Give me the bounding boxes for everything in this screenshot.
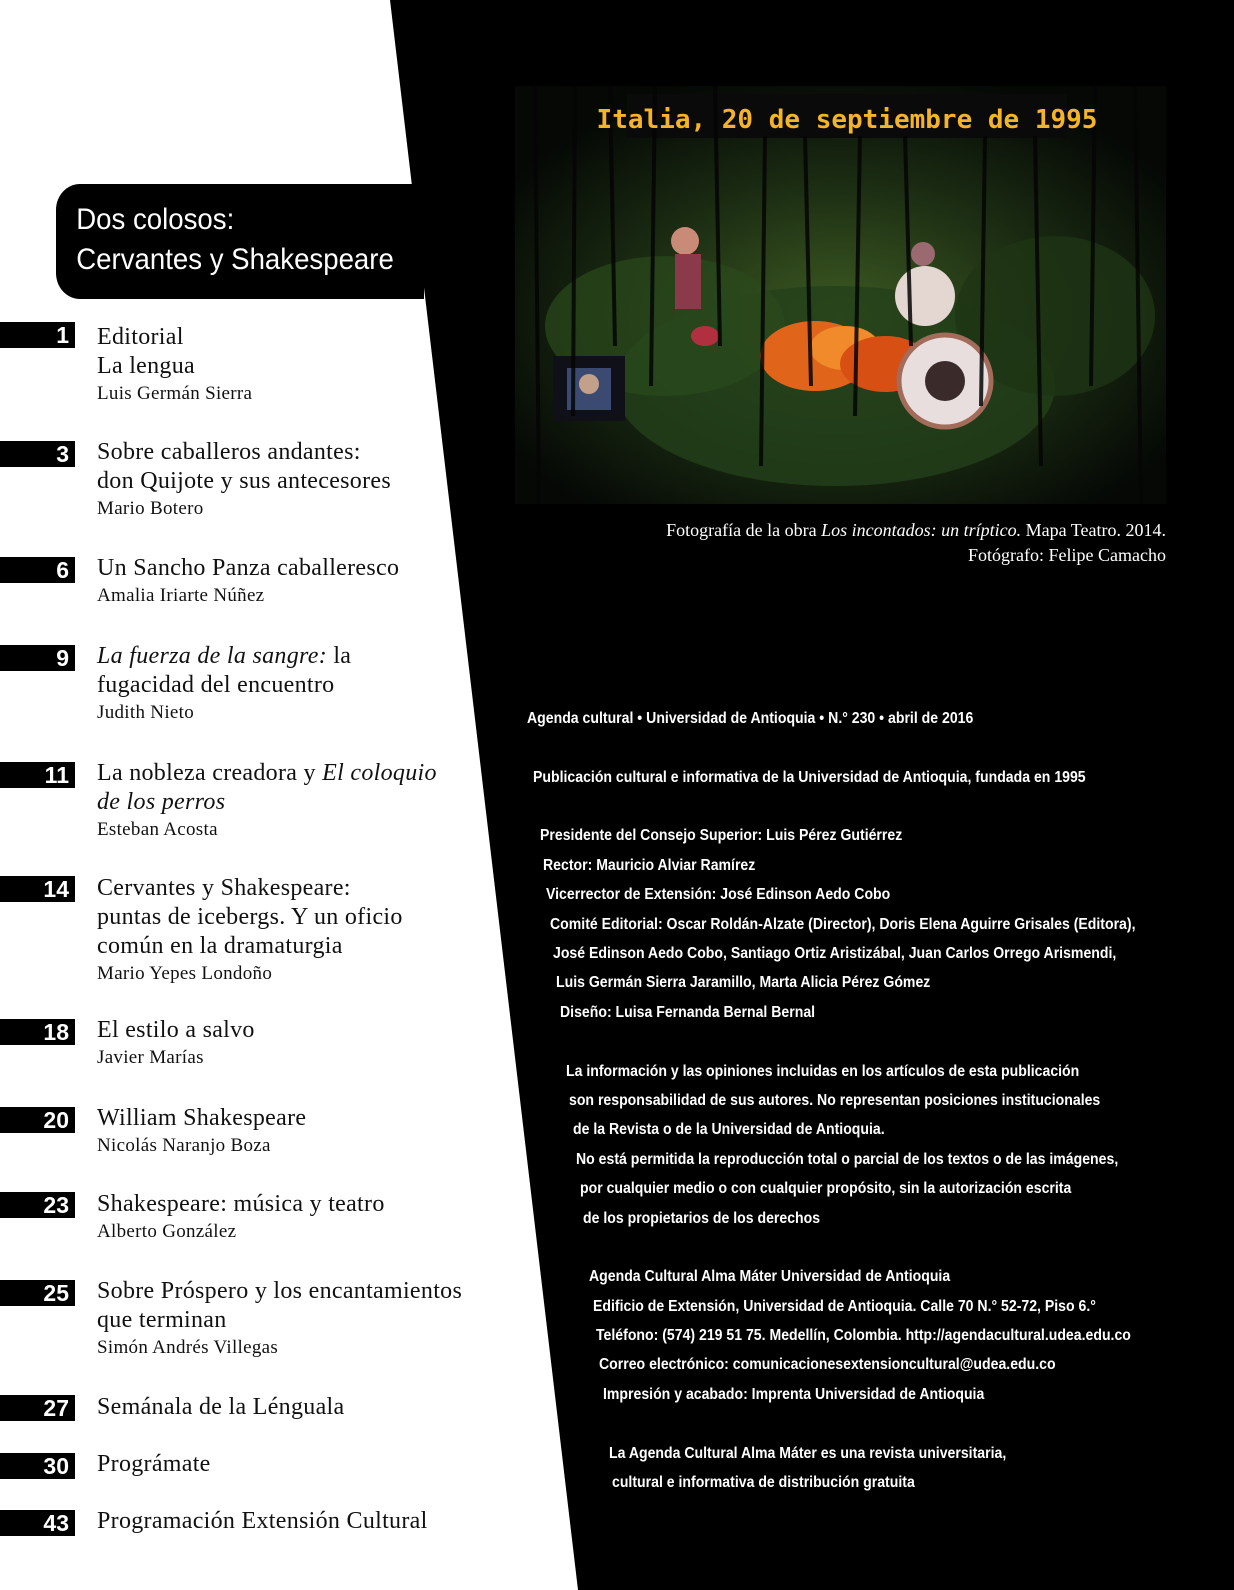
toc-entry[interactable]	[97, 1104, 527, 1159]
contact-line: Edificio de Extensión, Universidad de Antioquia. Calle 70 N.° 52-72, Piso 6.°	[593, 1298, 1096, 1315]
disclaimer-line: de los propietarios de los derechos	[583, 1210, 821, 1227]
toc-page-number[interactable]: 30	[0, 1453, 75, 1479]
credit-line: Luis Germán Sierra Jaramillo, Marta Alicia Pérez Gómez	[556, 974, 931, 991]
toc-entry[interactable]	[97, 642, 527, 726]
toc-entry[interactable]	[97, 759, 527, 843]
caption-text: Fotografía de la obra	[666, 520, 822, 540]
section-title-line2: Cervantes y Shakespeare	[76, 243, 394, 276]
closing-line: La Agenda Cultural Alma Máter es una revista universitaria,	[609, 1445, 1007, 1462]
caption-photographer: Fotógrafo: Felipe Camacho	[968, 545, 1166, 565]
theatre-photo	[515, 86, 1166, 504]
toc-title-italic: El coloquio	[322, 760, 437, 786]
toc-author: Javier Marías	[97, 1047, 204, 1068]
toc-author: Mario Yepes Londoño	[97, 963, 273, 984]
contact-line[interactable]: Teléfono: (574) 219 51 75. Medellín, Colombia. http://agendacultural.udea.edu.co	[596, 1327, 1131, 1344]
toc-entry[interactable]	[97, 1016, 527, 1071]
toc-entry[interactable]	[97, 874, 527, 987]
publication-description: Publicación cultural e informativa de la Universidad de Antioquia, fundada en 1995	[533, 769, 1086, 786]
toc-page-number[interactable]: 18	[0, 1019, 75, 1045]
toc-title-line: La lengua	[97, 353, 195, 379]
caption-line1	[520, 518, 1166, 543]
section-title	[56, 184, 424, 299]
caption-text: Mapa Teatro. 2014.	[1021, 520, 1166, 540]
toc-entry[interactable]	[97, 1190, 527, 1245]
photo-caption	[520, 518, 1166, 568]
toc-title-line: que terminan	[97, 1307, 227, 1333]
toc-title-line: William Shakespeare	[97, 1105, 307, 1131]
contact-line: Agenda Cultural Alma Máter Universidad de Antioquia	[589, 1268, 951, 1285]
toc-title-line: don Quijote y sus antecesores	[97, 468, 391, 494]
toc-page-number[interactable]: 20	[0, 1107, 75, 1133]
toc-page-number[interactable]: 43	[0, 1510, 75, 1536]
toc-page-number[interactable]: 3	[0, 441, 75, 467]
toc-page-number[interactable]: 6	[0, 557, 75, 583]
toc-page-number[interactable]: 14	[0, 876, 75, 902]
toc-author: Alberto González	[97, 1221, 237, 1242]
toc-title-line: Semánala de la Lénguala	[97, 1394, 345, 1420]
toc-author: Judith Nieto	[97, 702, 195, 723]
toc-title-line: Cervantes y Shakespeare:	[97, 875, 351, 901]
credit-line: Vicerrector de Extensión: José Edinson Aedo Cobo	[546, 886, 891, 903]
toc-entry[interactable]	[97, 438, 527, 522]
toc-author: Luis Germán Sierra	[97, 383, 253, 404]
toc-page-number[interactable]: 25	[0, 1280, 75, 1306]
toc-entry[interactable]	[97, 1277, 527, 1361]
toc-entry[interactable]	[97, 554, 527, 609]
disclaimer-line: La información y las opiniones incluidas en los artículos de esta publicación	[566, 1063, 1080, 1080]
closing-line: cultural e informativa de distribución gratuita	[612, 1474, 915, 1491]
theatre-photo-graphic	[515, 86, 1166, 504]
toc-title-line: fugacidad del encuentro	[97, 672, 335, 698]
toc-title-line: puntas de icebergs. Y un oficio	[97, 904, 403, 930]
credit-line: Comité Editorial: Oscar Roldán-Alzate (Director), Doris Elena Aguirre Grisales (Editora),	[550, 916, 1136, 933]
toc-title-line: El estilo a salvo	[97, 1017, 255, 1043]
masthead: Agenda cultural • Universidad de Antioquia • N.° 230 • abril de 2016	[527, 710, 974, 727]
toc-title-line: Sobre caballeros andantes:	[97, 439, 361, 465]
toc-title-italic-line: de los perros	[97, 789, 226, 815]
contact-line: Impresión y acabado: Imprenta Universidad de Antioquia	[603, 1386, 985, 1403]
credit-line: José Edinson Aedo Cobo, Santiago Ortiz Aristizábal, Juan Carlos Orrego Arismendi,	[553, 945, 1117, 962]
credit-line: Presidente del Consejo Superior: Luis Pérez Gutiérrez	[540, 827, 903, 844]
led-ticker-text: Italia, 20 de septiembre de 1995	[596, 105, 1098, 135]
toc-title-italic: La fuerza de la sangre:	[97, 643, 328, 669]
toc-page-number[interactable]: 23	[0, 1192, 75, 1218]
toc-entry[interactable]	[97, 1507, 527, 1536]
toc-author: Simón Andrés Villegas	[97, 1337, 279, 1358]
toc-title-plain: La nobleza creadora y	[97, 760, 323, 786]
disclaimer-line: No está permitida la reproducción total o parcial de los textos o de las imágenes,	[576, 1151, 1119, 1168]
disclaimer-line: de la Revista o de la Universidad de Antioquia.	[573, 1121, 885, 1138]
toc-title-line: Prográmate	[97, 1451, 211, 1477]
disclaimer-line: son responsabilidad de sus autores. No representan posiciones institucionales	[569, 1092, 1101, 1109]
toc-entry[interactable]	[97, 1450, 527, 1479]
toc-title-line: Shakespeare: música y teatro	[97, 1191, 385, 1217]
section-title-line1: Dos colosos:	[76, 203, 235, 236]
toc-page-number[interactable]: 11	[0, 762, 75, 788]
toc-title-line: común en la dramaturgia	[97, 933, 343, 959]
credit-line: Diseño: Luisa Fernanda Bernal Bernal	[560, 1004, 816, 1021]
toc-page-number[interactable]: 27	[0, 1395, 75, 1421]
toc-author: Mario Botero	[97, 498, 204, 519]
toc-page-number[interactable]: 1	[0, 322, 75, 348]
toc-author: Nicolás Naranjo Boza	[97, 1135, 271, 1156]
toc-title-line: Programación Extensión Cultural	[97, 1508, 428, 1534]
toc-author: Amalia Iriarte Núñez	[97, 585, 265, 606]
toc-title-line: Sobre Próspero y los encantamientos	[97, 1278, 463, 1304]
disclaimer-line: por cualquier medio o con cualquier propósito, sin la autorización escrita	[580, 1180, 1072, 1197]
toc-page-number[interactable]: 9	[0, 645, 75, 671]
caption-work-title: Los incontados: un tríptico.	[821, 520, 1022, 540]
toc-title-line: Editorial	[97, 324, 184, 350]
toc-title-rest: la	[327, 643, 352, 669]
contact-line[interactable]: Correo electrónico: comunicacionesextensioncultural@udea.edu.co	[599, 1356, 1056, 1373]
toc-entry[interactable]	[97, 1393, 527, 1422]
credit-line: Rector: Mauricio Alviar Ramírez	[543, 857, 756, 874]
toc-entry[interactable]	[97, 323, 527, 407]
toc-title-line: Un Sancho Panza caballeresco	[97, 555, 400, 581]
toc-author: Esteban Acosta	[97, 819, 218, 840]
